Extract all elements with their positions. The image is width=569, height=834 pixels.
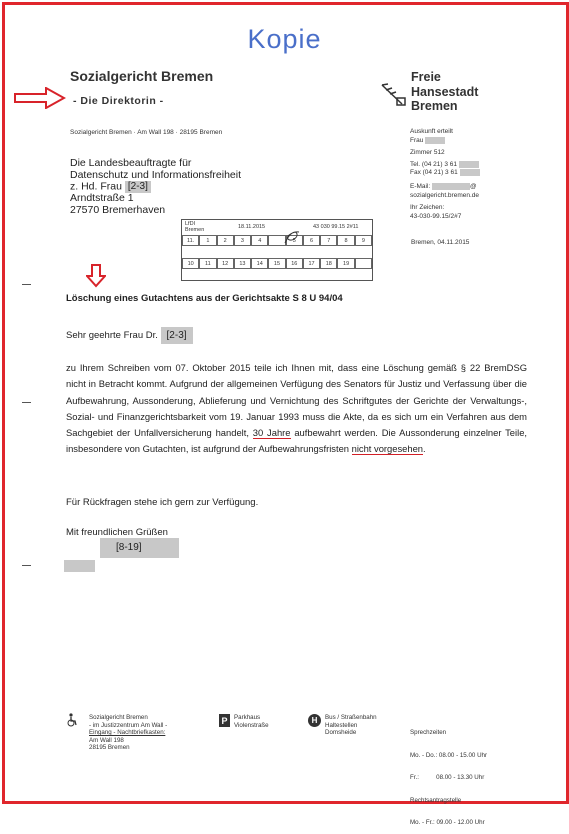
fold-mark xyxy=(22,402,31,403)
footer-transit-line: Domsheide xyxy=(325,729,357,736)
contact-frau-label: Frau xyxy=(410,136,424,144)
contact-email-at: @ xyxy=(470,183,477,191)
contact-fax-label: Fax (04 21) 3 61 xyxy=(410,169,458,177)
footer-parking xyxy=(234,714,269,729)
recipient-line4: Arndtstraße 1 xyxy=(70,192,134,205)
stamp-org: LfDI Bremen xyxy=(185,221,205,233)
contact-tel xyxy=(410,161,480,170)
salutation xyxy=(66,327,193,344)
signature-redaction: [8-19] xyxy=(100,538,179,558)
footer-address-line: Sozialgericht Bremen xyxy=(89,714,148,721)
footer-transit-line: Bus / Straßenbahn xyxy=(325,714,377,721)
stamp-cell: 10 xyxy=(182,258,199,269)
bremen-key-icon xyxy=(378,82,408,108)
footer-parking-line: Violenstraße xyxy=(234,721,269,729)
redaction-box xyxy=(64,560,95,572)
state-line3: Bremen xyxy=(411,99,458,113)
stamp-cell: 6 xyxy=(303,235,320,246)
stamp-row2 xyxy=(182,258,372,269)
fold-mark xyxy=(22,565,31,566)
stamp-cell: 1 xyxy=(199,235,216,246)
recipient-line2: Datenschutz und Informationsfreiheit xyxy=(70,168,242,181)
wheelchair-icon xyxy=(66,713,78,727)
footer-address-line: - im Justizzentrum Am Wall - xyxy=(89,721,168,729)
footer-hours-line: Mo. - Fr.: 09.00 - 12.00 Uhr xyxy=(410,819,485,826)
body-text-part1: zu Ihrem Schreiben vom 07. Oktober 2015 teile ich Ihnen mit, dass eine Löschung gemäß § 22 BremDSG nicht in Betracht kommt. Aufgrund der allgemeinen Verfügung des Senators für Justiz und Verfassung über die Aufbewahrung, Aussonderung, Ablieferung und Vernichtung des Schriftgutes der Gerichte der Verwaltungs-, Sozial- und Finanzgerichtsbarkeit vom 19. Januar 1993 muss die Akte, da es sich um ein Verfahren aus dem Sachgebiet der Unfallversicherung handelt, xyxy=(66,362,527,439)
footer-address-line: 28195 Bremen xyxy=(89,744,130,751)
stamp-cell: 13 xyxy=(234,258,251,269)
signature-scribble-icon xyxy=(282,228,302,246)
redaction-box xyxy=(459,161,479,168)
stamp-cell: 19 xyxy=(337,258,354,269)
redaction-box xyxy=(432,183,470,190)
redaction-box xyxy=(460,169,480,176)
body-text-part2: aufbewahrt werden. Die Aussonderung einzelner Teile, insbesondere von Gutachten, ist aufgrund der Aufbewahrungsfristen xyxy=(66,427,528,455)
footer-hours-line: Rechtsantragstelle xyxy=(410,796,462,804)
stamp-cell: 8 xyxy=(337,235,354,246)
stamp-cell: 15 xyxy=(268,258,285,269)
body-text-part3: . xyxy=(423,443,426,455)
stamp-cell: 14 xyxy=(251,258,268,269)
stamp-cell: 17 xyxy=(303,258,320,269)
footer-parking-line: Parkhaus xyxy=(234,714,261,721)
stamp-row1 xyxy=(182,235,372,246)
contact-ref-label: Ihr Zeichen: xyxy=(410,204,445,212)
closing: Mit freundlichen Grüßen xyxy=(66,527,168,538)
court-name: Sozialgericht Bremen xyxy=(70,68,214,84)
highlight-retention-period: 30 Jahre xyxy=(252,427,291,439)
receipt-stamp xyxy=(181,219,373,281)
sender-line: Sozialgericht Bremen · Am Wall 198 · 28195 Bremen xyxy=(70,129,223,136)
letter-body xyxy=(66,360,527,458)
arrow-right-icon xyxy=(14,87,66,109)
redaction-box: [2-3] xyxy=(125,181,151,193)
recipient-line5: 27570 Bremerhaven xyxy=(70,203,166,216)
recipient-line3-prefix: z. Hd. Frau xyxy=(70,180,122,193)
stamp-cell xyxy=(355,258,372,269)
department: - Die Direktorin - xyxy=(73,95,164,107)
stamp-cell: 18 xyxy=(320,258,337,269)
contact-auskunft: Auskunft erteilt xyxy=(410,128,453,135)
fold-mark xyxy=(22,284,31,285)
contact-email xyxy=(410,183,480,192)
footer-address-line: Eingang - Nachtbriefkasten: xyxy=(89,729,166,736)
stamp-cell: 7 xyxy=(320,235,337,246)
footer-transit-line: Haltestellen xyxy=(325,721,358,729)
contact-room: Zimmer 512 xyxy=(410,149,445,157)
redaction-box: [2-3] xyxy=(161,327,193,344)
copy-stamp: Kopie xyxy=(247,24,322,54)
contact-block xyxy=(410,128,480,221)
stamp-cell: 11. xyxy=(182,235,199,246)
parking-icon: P xyxy=(219,714,230,727)
contact-ref-value: 43-030-99.15/2#7 xyxy=(410,212,462,220)
contact-tel-label: Tel. (04 21) 3 61 xyxy=(410,160,457,168)
state-line1: Freie xyxy=(411,70,441,84)
letter-date: Bremen, 04.11.2015 xyxy=(411,239,470,246)
footer-hours-line: Sprechzeiten xyxy=(410,729,447,736)
state-name xyxy=(411,70,478,114)
contact-email-label: E-Mail: xyxy=(410,183,431,191)
subject-line: Löschung eines Gutachtens aus der Gerichtsakte S 8 U 94/04 xyxy=(66,293,343,304)
contact-frau xyxy=(410,137,480,146)
footer-hours-line: Fr.: 08.00 - 13.30 Uhr xyxy=(410,774,485,781)
stamp-cell: 12 xyxy=(217,258,234,269)
footer-address-line: Am Wall 198 xyxy=(89,736,124,744)
stamp-cell: 9 xyxy=(355,235,372,246)
salutation-prefix: Sehr geehrte Frau Dr. xyxy=(66,330,158,342)
recipient-address xyxy=(70,158,241,216)
highlight-not-provided: nicht vorgesehen xyxy=(351,443,424,455)
stamp-ref: 43 030 99.15 2#11 xyxy=(313,224,359,230)
bus-icon: H xyxy=(308,714,321,727)
stamp-cell: 2 xyxy=(217,235,234,246)
stamp-cell: 5 xyxy=(286,235,303,246)
contact-email-domain: sozialgericht.bremen.de xyxy=(410,191,480,199)
arrow-down-icon xyxy=(86,264,106,288)
footer-hours xyxy=(410,714,487,834)
stamp-cell: 11 xyxy=(199,258,216,269)
contact-fax xyxy=(410,169,480,178)
footer-transit xyxy=(325,714,377,737)
reply-line: Für Rückfragen stehe ich gern zur Verfügung. xyxy=(66,497,259,508)
stamp-cell: 3 xyxy=(234,235,251,246)
stamp-cell: 16 xyxy=(286,258,303,269)
footer-hours-line: Mo. - Do.: 08.00 - 15.00 Uhr xyxy=(410,751,488,759)
state-line2: Hansestadt xyxy=(411,84,479,99)
footer-address xyxy=(89,714,167,752)
recipient-line1: Die Landesbeauftragte für xyxy=(70,157,192,169)
redaction-box xyxy=(425,137,445,144)
stamp-date: 18.11.2015 xyxy=(238,224,266,230)
stamp-cell: 4 xyxy=(251,235,268,246)
